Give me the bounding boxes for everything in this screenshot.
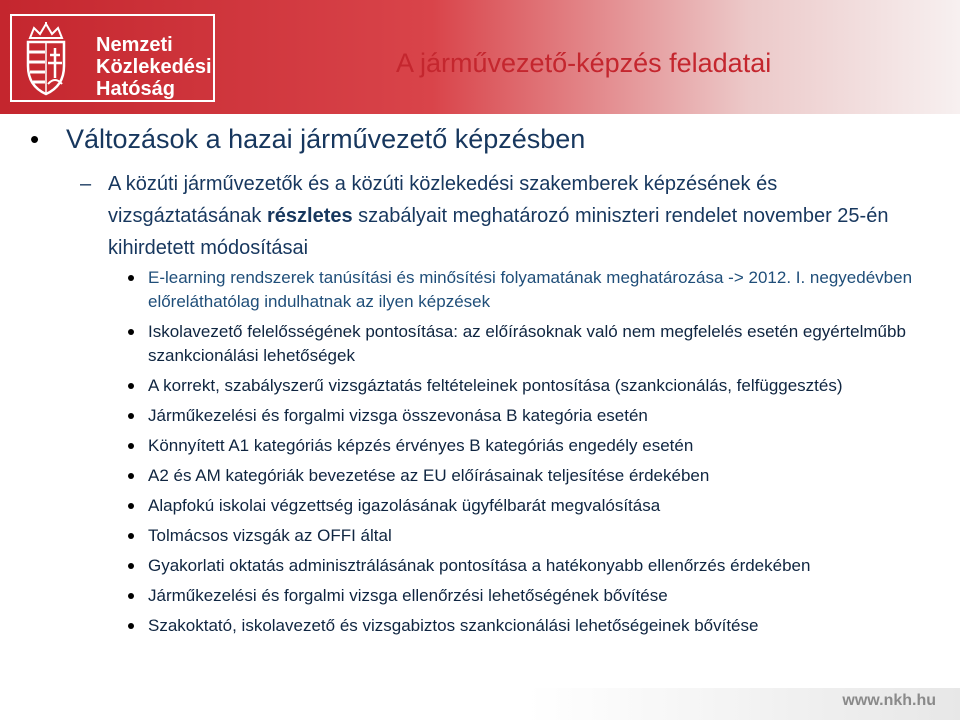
bullet-icon <box>128 413 134 419</box>
list-item <box>128 320 918 368</box>
list-item-text: A korrekt, szabályszerű vizsgáztatás feltételeinek pontosítása (szankcionálás, felfüggesztés) <box>148 376 843 395</box>
list-item-text: Alapfokú iskolai végzettség igazolásának ügyfélbarát megvalósítása <box>148 496 661 515</box>
logo-line: Hatóság <box>96 78 175 100</box>
bullet-icon <box>128 593 134 599</box>
list-item-text: Tolmácsos vizsgák az OFFI által <box>148 526 392 545</box>
logo-line: Nemzeti <box>96 34 173 56</box>
main-heading <box>30 124 930 155</box>
list-item <box>128 524 918 548</box>
list-item <box>128 584 918 608</box>
sub-text-part2: szabályait meghatározó miniszteri rendelet november 25-én kihirdetett módosításai <box>108 205 889 259</box>
bullet-icon <box>128 563 134 569</box>
bullet-icon <box>128 623 134 629</box>
bullet-icon <box>128 275 134 281</box>
list-item-text: Iskolavezető felelősségének pontosítása: az előírásoknak való nem megfelelés esetén egyértelműbb szankcionálási lehetőségek <box>148 322 906 365</box>
bullet-icon <box>128 443 134 449</box>
list-item <box>128 614 918 638</box>
list-item <box>128 464 918 488</box>
main-heading-text: Változások a hazai járművezető képzésben <box>66 124 586 154</box>
list-item <box>128 434 918 458</box>
list-item <box>128 374 918 398</box>
bullet-icon <box>128 503 134 509</box>
bullet-icon <box>128 533 134 539</box>
nkh-logo <box>10 14 215 102</box>
logo-line: Közlekedési <box>96 56 212 78</box>
sub-text-part1: A közúti járművezetők és a közúti közlekedési szakemberek képzésének és vizsgáztatásának <box>108 173 778 227</box>
list-item-text: E-learning rendszerek tanúsítási és minősítési folyamatának meghatározása -> 2012. I. negyedévben előreláthatólag indulhatnak az ilyen képzések <box>148 268 913 311</box>
list-item-text: Járműkezelési és forgalmi vizsga ellenőrzési lehetőségének bővítése <box>148 586 668 605</box>
header-banner <box>0 0 960 114</box>
list-item-text: Szakoktató, iskolavezető és vizsgabiztos szankcionálási lehetőségeinek bővítése <box>148 616 759 635</box>
list-item <box>128 494 918 518</box>
list-item-text: Könnyített A1 kategóriás képzés érvényes B kategóriás engedély esetén <box>148 436 694 455</box>
sub-point-text <box>80 168 920 264</box>
list-item-text: Gyakorlati oktatás adminisztrálásának pontosítása a hatékonyabb ellenőrzés érdekében <box>148 556 811 575</box>
bullet-icon <box>128 383 134 389</box>
list-item-text: Járműkezelési és forgalmi vizsga összevonása B kategória esetén <box>148 406 648 425</box>
logo-text <box>96 34 212 100</box>
list-item <box>128 404 918 428</box>
sub-text-bold: részletes <box>266 205 353 227</box>
list-item <box>128 266 918 314</box>
list-item <box>128 554 918 578</box>
dash-icon: – <box>80 173 92 195</box>
list-item-text: A2 és AM kategóriák bevezetése az EU előírásainak teljesítése érdekében <box>148 466 710 485</box>
sub-point <box>80 168 920 264</box>
bullet-icon <box>128 329 134 335</box>
bullet-icon: • <box>30 124 40 154</box>
bullet-icon <box>128 473 134 479</box>
coat-of-arms-icon <box>24 22 68 96</box>
footer-url: www.nkh.hu <box>842 692 936 709</box>
footer <box>0 688 960 720</box>
slide-title: A járművezető-képzés feladatai <box>396 48 772 78</box>
detail-list <box>128 266 918 644</box>
